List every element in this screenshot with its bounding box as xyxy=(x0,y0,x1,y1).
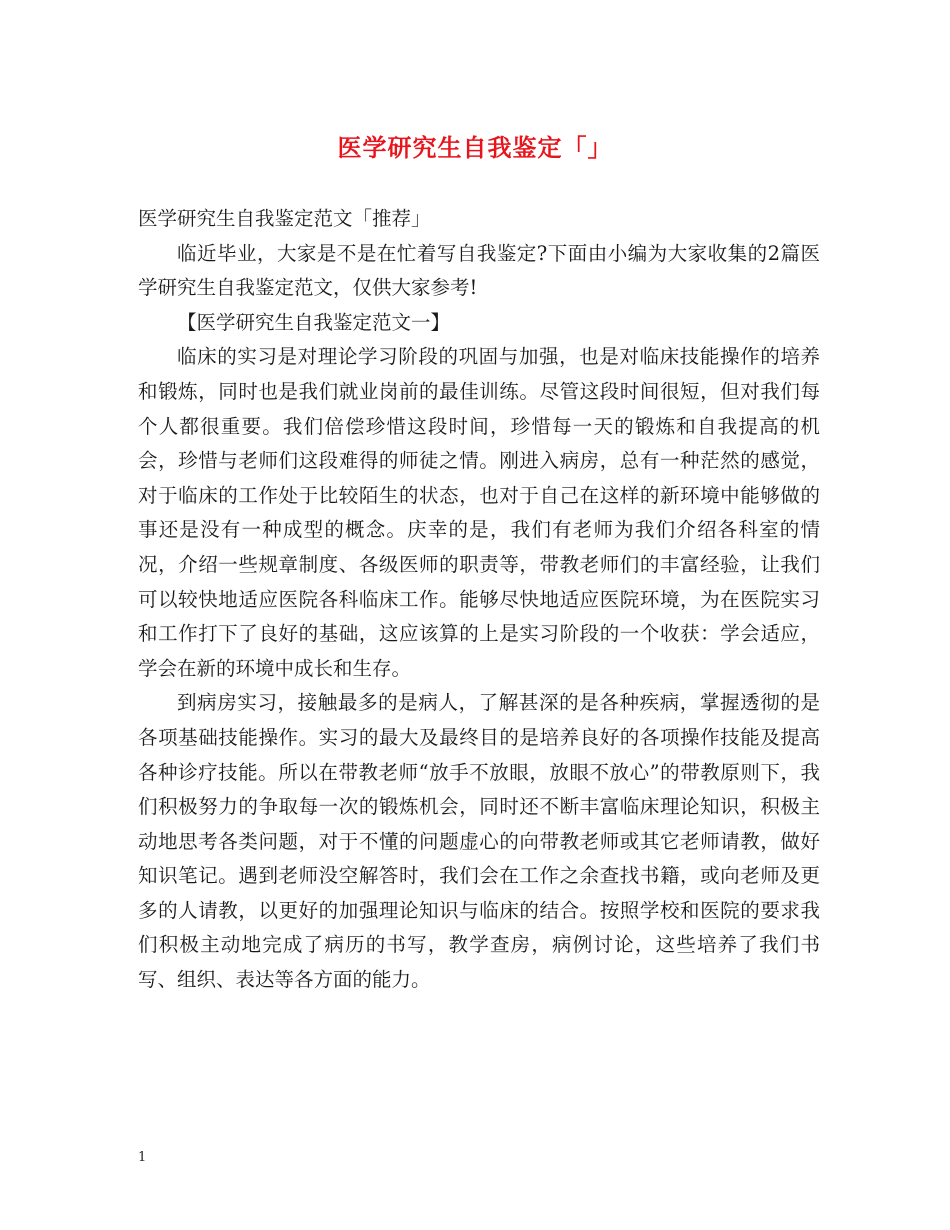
subtitle-paragraph: 医学研究生自我鉴定范文「推荐」 xyxy=(138,207,431,230)
body-paragraph: 临床的实习是对理论学习阶段的巩固与加强，也是对临床技能操作的培养和锻炼，同时也是我们就业岗前的最佳训练。尽管这段时间很短，但对我们每个人都很重要。我们倍偿珍惜这段时间，珍惜每一天的锻炼和自我提高的机会，珍惜与老师们这段难得的师徒之情。刚进入病房，总有一种茫然的感觉，对于临床的工作处于比较陌生的状态，也对于自己在这样的新环境中能够做的事还是没有一种成型的概念。庆幸的是，我们有老师为我们介绍各科室的情况，介绍一些规章制度、各级医师的职责等，带教老师们的丰富经验，让我们可以较快地适应医院各科临床工作。能够尽快地适应医院环境，为在医院实习和工作打下了良好的基础，这应该算的上是实习阶段的一个收获：学会适应，学会在新的环境中成长和生存。 xyxy=(138,345,820,680)
body-paragraph: 到病房实习，接触最多的是病人，了解甚深的是各种疾病，掌握透彻的是各项基础技能操作。实习的最大及最终目的是培养良好的各项操作技能及提高各种诊疗技能。所以在带教老师“放手不放眼，放眼不放心”的带教原则下，我们积极努力的争取每一次的锻炼机会，同时还不断丰富临床理论知识，积极主动地思考各类问题，对于不懂的问题虚心的向带教老师或其它老师请教，做好知识笔记。遇到老师没空解答时，我们会在工作之余查找书籍，或向老师及更多的人请教，以更好的加强理论知识与临床的结合。按照学校和医院的要求我们积极主动地完成了病历的书写，教学查房，病例讨论，这些培养了我们书写、组织、表达等各方面的能力。 xyxy=(138,691,820,992)
page-number: 1 xyxy=(138,1150,147,1165)
intro-paragraph: 临近毕业，大家是不是在忙着写自我鉴定?下面由小编为大家收集的2篇医学研究生自我鉴定范文，仅供大家参考! xyxy=(138,241,820,300)
page-title: 医学研究生自我鉴定「」 xyxy=(337,133,613,162)
document-body xyxy=(138,202,820,998)
section-heading: 【医学研究生自我鉴定范文一】 xyxy=(177,310,451,334)
